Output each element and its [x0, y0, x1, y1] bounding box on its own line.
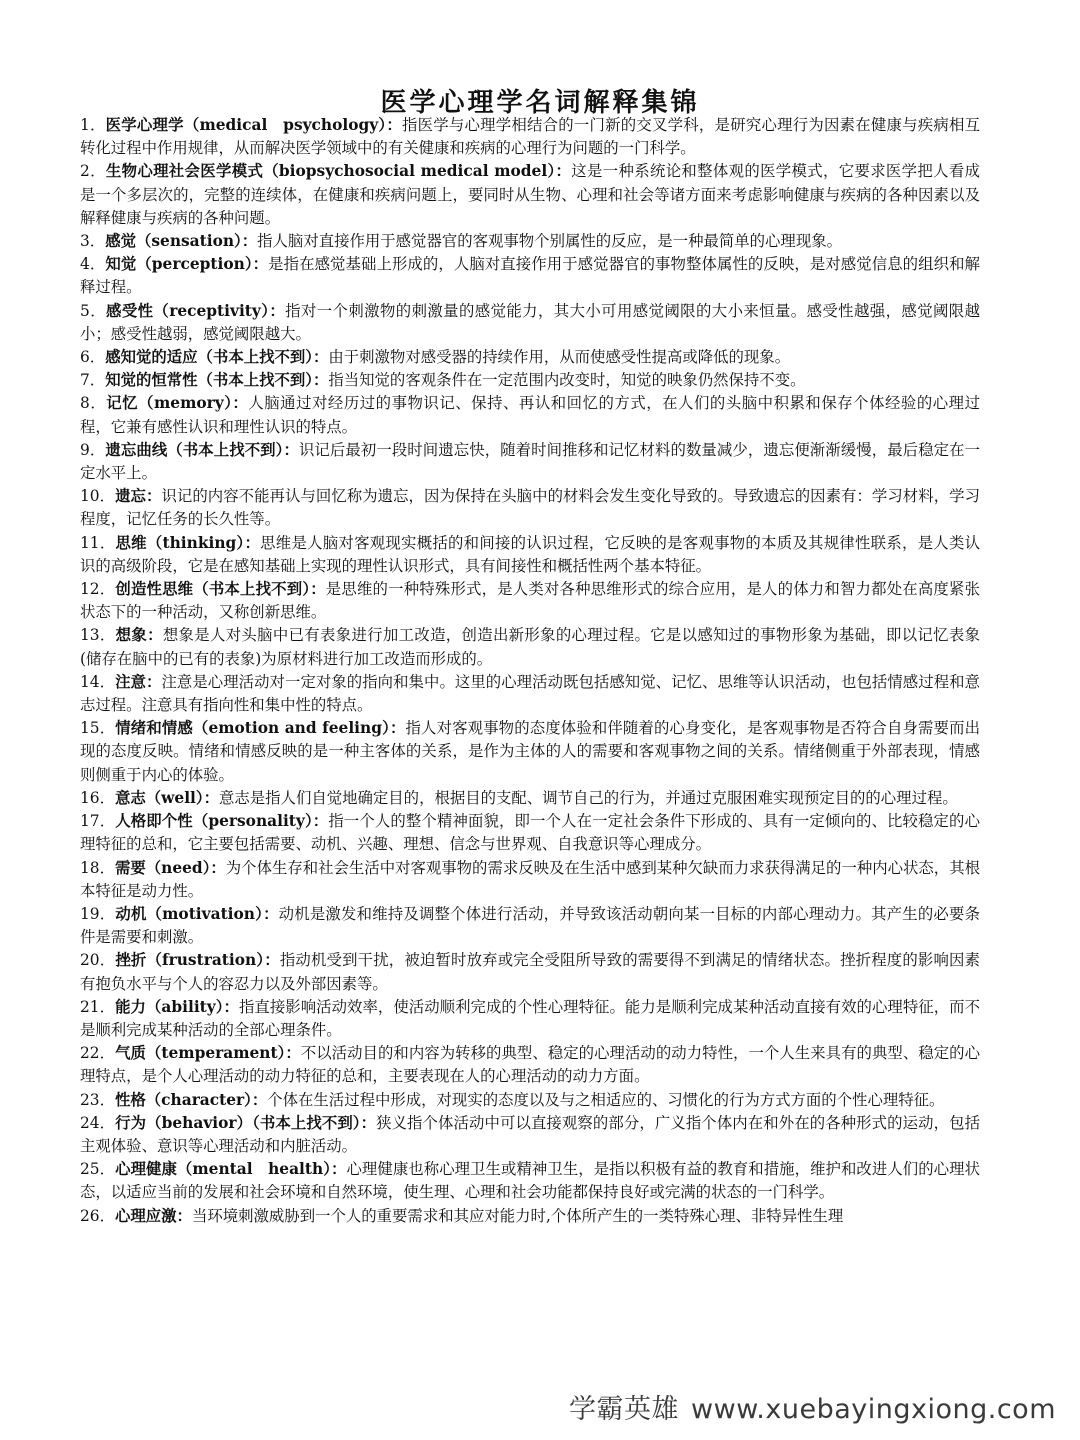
- entry-term: 知觉（perception）：: [105, 255, 269, 274]
- watermark-brand: 学霸英雄: [569, 1394, 680, 1425]
- entry-term: 想象：: [115, 626, 163, 645]
- entry-definition: 思维是人脑对客观现实概括的和间接的认识过程，它反映的是客观事物的本质及其规律性联系，是人类认识的高级阶段，它是在感知基础上实现的理性认识形式，具有间接性和概括性两个基本特征。: [80, 533, 980, 575]
- definition-entry: [80, 230, 980, 253]
- page-title: 医学心理学名词解释集锦: [380, 88, 700, 118]
- entry-definition: 指人对客观事物的态度体验和伴随着的心身变化，是客观事物是否符合自身需要而出现的态度反映。情绪和情感反映的是一种主客体的关系，是作为主体的人的需要和客观事物之间的关系。情绪侧重于外部表现，情感则侧重于内心的体验。: [80, 719, 980, 784]
- definition-entry: [80, 949, 980, 995]
- entry-term: 意志（well）：: [114, 788, 219, 807]
- entry-definition: 指一个人的整个精神面貌，即一个人在一定社会条件下形成的、具有一定倾向的、比较稳定的心理特征的总和，它主要包括需要、动机、兴趣、理想、信念与世界观、自我意识等心理成分。: [80, 812, 980, 854]
- entry-term: 遗忘曲线（书本上找不到）：: [105, 440, 299, 459]
- definition-entry: [80, 346, 980, 369]
- definition-entry: [80, 114, 980, 160]
- entry-number: 11．: [80, 533, 116, 552]
- definition-entry: [80, 903, 980, 949]
- entry-term: 记忆（memory）：: [106, 394, 249, 413]
- entry-number: 21．: [80, 997, 116, 1016]
- definition-entry: [80, 1042, 980, 1088]
- definition-entry: [80, 1089, 980, 1112]
- entry-number: 15．: [80, 719, 116, 738]
- definition-entry: [80, 253, 980, 299]
- entry-number: 26．: [80, 1206, 115, 1225]
- entry-term: 生物心理社会医学模式（biopsychosocial medical model）：: [105, 162, 572, 181]
- entry-definition: 不以活动目的和内容为转移的典型、稳定的心理活动的动力特性，一个人生来具有的典型、稳定的心理特点，是个人心理活动的动力特征的总和，主要表现在人的心理活动的动力方面。: [80, 1044, 980, 1086]
- entry-number: 23．: [80, 1090, 115, 1109]
- entry-term: 心理应激：: [114, 1206, 192, 1225]
- entry-number: 16．: [80, 788, 115, 807]
- definition-entry: [80, 160, 980, 230]
- entry-number: 22．: [80, 1044, 116, 1063]
- entry-definition: 指当知觉的客观条件在一定范围内改变时，知觉的映象仍然保持不变。: [328, 371, 806, 390]
- entry-definition: 指对一个刺激物的刺激量的感觉能力，其大小可用感觉阈限的大小来恒量。感受性越强，感觉阈限越小；感受性越弱，感觉阈限越大。: [80, 301, 980, 343]
- entry-definition: 动机是激发和维持及调整个体进行活动，并导致该活动朝向某一目标的内部心理动力。其产生的必要条件是需要和刺激。: [80, 904, 980, 947]
- entry-number: 17．: [80, 812, 116, 831]
- entry-term: 能力（ability）：: [115, 997, 239, 1016]
- entry-term: 性格（character）：: [114, 1090, 268, 1109]
- entry-definition: 狭义指个体活动中可以直接观察的部分，广义指个体内在和外在的各种形式的运动，包括主观体验、意识等心理活动和内脏活动。: [80, 1113, 980, 1155]
- definition-entry: [80, 717, 980, 787]
- entry-definition: 识记后最初一段时间遗忘快，随着时间推移和记忆材料的数量减少，遗忘便渐渐缓慢，最后稳定在一定水平上。: [80, 440, 980, 483]
- definition-entry: [80, 578, 980, 624]
- entry-definition: 注意是心理活动对一定对象的指向和集中。这里的心理活动既包括感知觉、记忆、思维等认识活动，也包括情感过程和意志过程。注意具有指向性和集中性的特点。: [80, 672, 980, 715]
- entry-number: 5．: [80, 301, 107, 320]
- entry-number: 2．: [80, 162, 106, 181]
- entry-number: 12．: [80, 580, 116, 599]
- definition-entry: [80, 624, 980, 670]
- entry-number: 7．: [80, 371, 106, 390]
- entry-term: 人格即个性（personality）：: [115, 812, 329, 831]
- entry-term: 知觉的恒常性（书本上找不到）：: [105, 371, 329, 390]
- entry-term: 动机（motivation）：: [115, 904, 279, 923]
- definition-entry: [80, 392, 980, 438]
- entry-definition: 为个体生存和社会生活中对客观事物的需求反映及在生活中感到某种欠缺而力求获得满足的一种内心状态，其根本特征是动力性。: [80, 858, 980, 900]
- entry-term: 创造性思维（书本上找不到）：: [115, 580, 326, 599]
- entry-number: 14．: [80, 672, 116, 691]
- entry-term: 医学心理学（medical psychology）：: [105, 116, 402, 134]
- entry-term: 气质（temperament）：: [115, 1044, 301, 1063]
- entry-term: 思维（thinking）：: [115, 533, 261, 552]
- entry-definition: 想象是人对头脑中已有表象进行加工改造，创造出新形象的心理过程。它是以感知过的事物形象为基础，即以记忆表象(储存在脑中的已有的表象)为原材料进行加工改造而形成的。: [80, 626, 980, 668]
- entry-term: 行为（behavior）（书本上找不到）：: [115, 1113, 377, 1132]
- entry-number: 1．: [80, 116, 106, 134]
- entry-term: 感觉（sensation）：: [105, 232, 258, 251]
- definition-entry: [80, 1158, 980, 1204]
- entry-definition: 识记的内容不能再认与回忆称为遗忘，因为保持在头脑中的材料会发生变化导致的。导致遗忘的因素有：学习材料，学习程度，记忆任务的长久性等。: [80, 487, 980, 529]
- entry-definition: 当环境刺激威胁到一个人的重要需求和其应对能力时,个体所产生的一类特殊心理、非特异性生理: [191, 1206, 844, 1225]
- watermark-url: www.xuebayingxiong.com: [691, 1394, 1056, 1425]
- entry-term: 需要（need）：: [114, 858, 226, 877]
- entry-term: 感受性（receptivity）：: [106, 301, 286, 320]
- entry-definition: 指医学与心理学相结合的一门新的交叉学科，是研究心理行为因素在健康与疾病相互转化过程中作用规律，从而解决医学领域中的有关健康和疾病的心理行为问题的一门科学。: [80, 116, 981, 158]
- entry-number: 25．: [80, 1160, 116, 1179]
- definition-entry: [80, 787, 980, 810]
- definition-entry: [80, 485, 980, 531]
- entry-term: 注意：: [115, 672, 162, 691]
- definition-entry: [80, 1112, 980, 1158]
- watermark: [569, 1387, 1056, 1426]
- entry-number: 6．: [80, 348, 106, 367]
- definition-entry: [80, 810, 980, 856]
- definition-entry: [80, 671, 980, 717]
- entry-term: 情绪和情感（emotion and feeling）：: [115, 719, 406, 738]
- entry-number: 20．: [80, 951, 116, 970]
- entry-term: 心理健康（mental health）：: [115, 1160, 347, 1179]
- entry-number: 9．: [80, 440, 106, 459]
- entry-number: 4．: [80, 255, 106, 274]
- entry-number: 10．: [80, 487, 116, 506]
- entry-definition: 指人脑对直接作用于感觉器官的客观事物个别属性的反应，是一种最简单的心理现象。: [257, 232, 842, 251]
- entry-definition: 人脑通过对经历过的事物识记、保持、再认和回忆的方式，在人们的头脑中积累和保存个体经验的心理过程，它兼有感性认识和理性认识的特点。: [80, 394, 980, 436]
- entry-definition: 指直接影响活动效率，使活动顺利完成的个性心理特征。能力是顺利完成某种活动直接有效的心理特征，而不是顺利完成某种活动的全部心理条件。: [80, 997, 980, 1039]
- definition-entry: [80, 1205, 980, 1228]
- entry-number: 18．: [80, 858, 115, 877]
- definition-entry: [80, 857, 980, 903]
- entry-definition: 心理健康也称心理卫生或精神卫生，是指以积极有益的教育和措施，维护和改进人们的心理状态，以适应当前的发展和社会环境和自然环境，使生理、心理和社会功能都保持良好或完满的状态的一门科学。: [80, 1160, 980, 1202]
- entry-number: 3．: [80, 232, 106, 251]
- entry-number: 19．: [80, 904, 116, 923]
- entry-definition: 个体在生活过程中形成，对现实的态度以及与之相适应的、习惯化的行为方式方面的个性心理特征。: [267, 1090, 945, 1109]
- entry-definition: 由于刺激物对感受器的持续作用，从而使感受性提高或降低的现象。: [328, 348, 791, 367]
- definition-entry: [80, 996, 980, 1042]
- entry-definition: 是思维的一种特殊形式，是人类对各种思维形式的综合应用，是人的体力和智力都处在高度紧张状态下的一种活动，又称创新思维。: [80, 580, 980, 622]
- entry-definition: 这是一种系统论和整体观的医学模式，它要求医学把人看成是一个多层次的，完整的连续体，在健康和疾病问题上，要同时从生物、心理和社会等诸方面来考虑影响健康与疾病的各种因素以及解释健康与疾病的各种问题。: [80, 162, 980, 227]
- entry-definition: 意志是指人们自觉地确定目的，根据目的支配、调节自己的行为，并通过克服困难实现预定目的的心理过程。: [218, 788, 958, 807]
- entry-number: 8．: [80, 394, 107, 413]
- entry-number: 13．: [80, 626, 116, 645]
- entry-term: 感知觉的适应（书本上找不到）：: [105, 348, 329, 367]
- entry-definition: 是指在感觉基础上形成的，人脑对直接作用于感觉器官的事物整体属性的反映，是对感觉信息的组织和解释过程。: [80, 255, 980, 297]
- entry-number: 24．: [80, 1113, 116, 1132]
- definition-entry: [80, 439, 980, 485]
- entries-list: [80, 114, 980, 1228]
- definition-entry: [80, 532, 980, 578]
- entry-definition: 指动机受到干扰，被迫暂时放弃或完全受阻所导致的需要得不到满足的情绪状态。挫折程度的影响因素有抱负水平与个人的容忍力以及外部因素等。: [80, 951, 980, 993]
- entry-term: 遗忘：: [115, 487, 162, 506]
- definition-entry: [80, 369, 980, 392]
- definition-entry: [80, 300, 980, 346]
- entry-term: 挫折（frustration）：: [115, 951, 280, 970]
